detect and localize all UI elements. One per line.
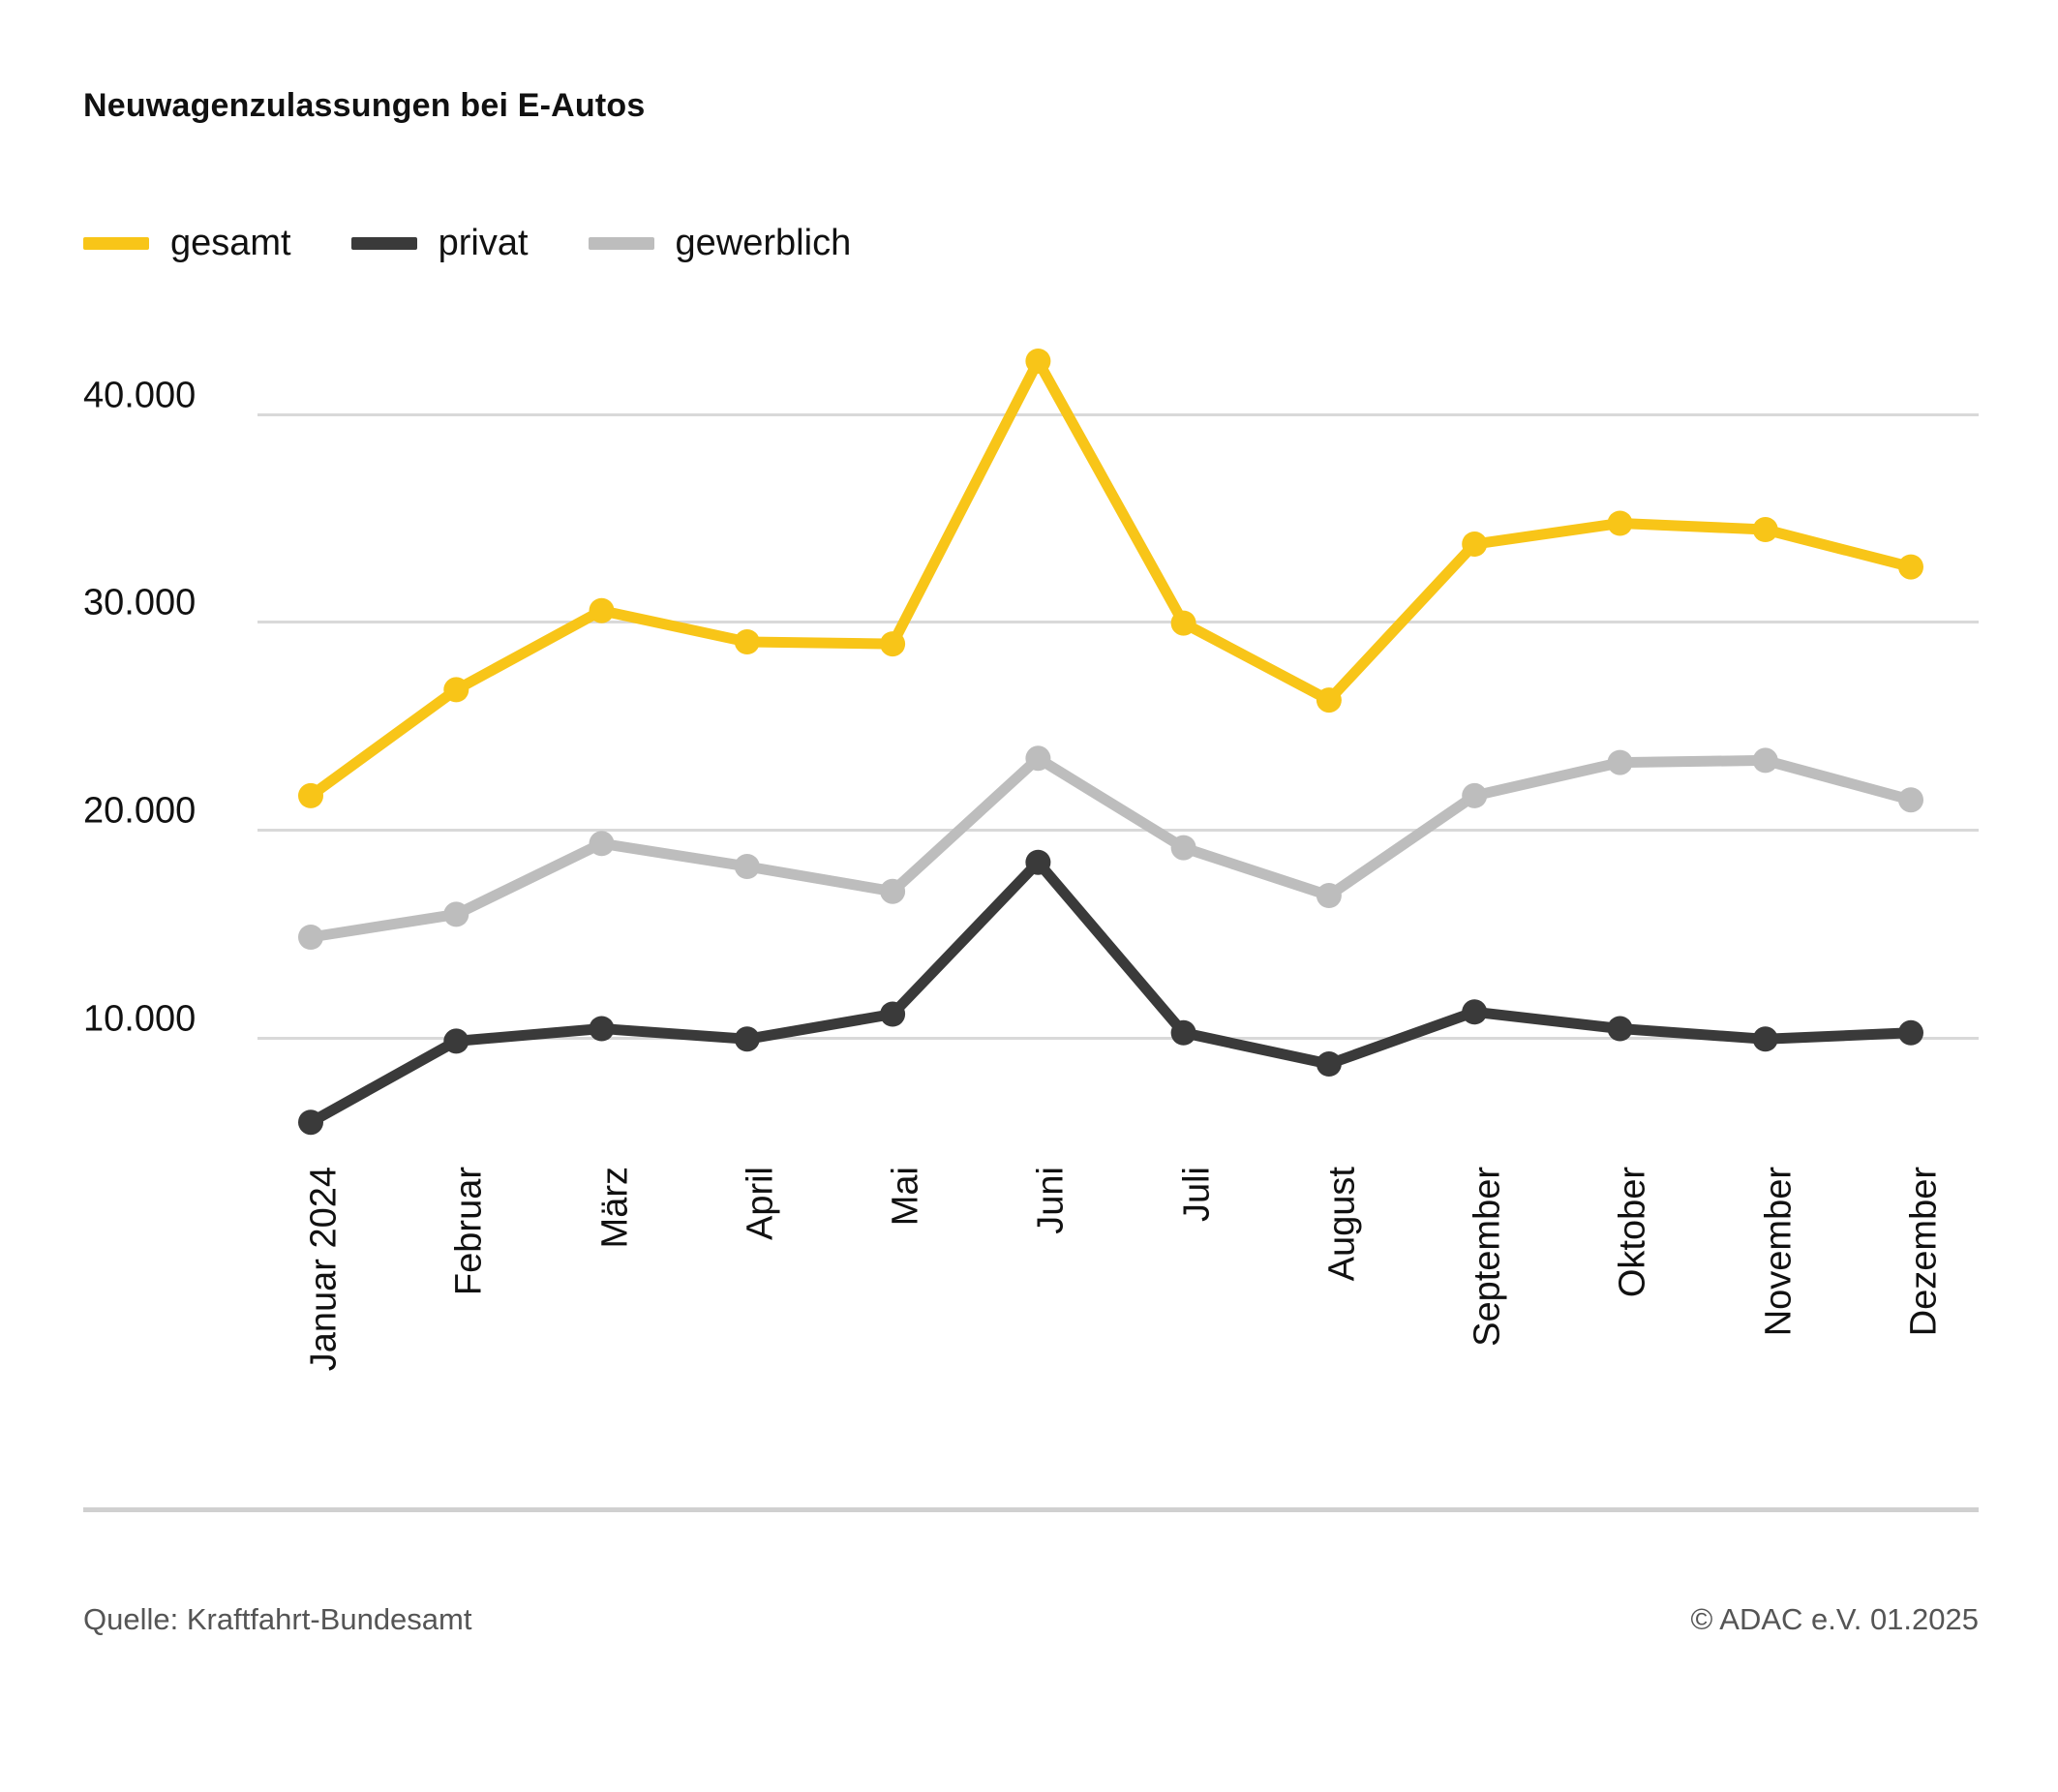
y-axis-tick-label: 40.000 [83,375,197,416]
y-axis-tick-label: 20.000 [83,790,197,832]
page-title: Neuwagenzulassungen bei E-Autos [83,87,646,124]
data-point [1317,1051,1342,1077]
x-axis-tick-label: März [594,1167,636,1249]
data-point [1171,611,1196,636]
data-point [298,1109,323,1135]
series-lines [83,319,1979,1162]
data-point [735,1026,760,1051]
data-point [1608,750,1633,775]
data-point [1317,687,1342,713]
source-note: Quelle: Kraftfahrt-Bundesamt [83,1602,472,1636]
x-axis-tick-label: November [1758,1167,1800,1337]
legend-label-gewerblich: gewerblich [675,223,852,263]
data-point [1171,1020,1196,1046]
legend-label-gesamt: gesamt [170,223,291,263]
x-axis-tick-label: April [740,1167,781,1241]
x-axis-tick-label: Oktober [1612,1167,1653,1298]
data-point [1753,747,1778,773]
x-axis-tick-label: Februar [448,1167,490,1296]
data-point [298,783,323,808]
x-axis-tick-label: Juli [1176,1167,1218,1223]
data-point [1753,1026,1778,1051]
x-axis-labels [83,1167,1979,1486]
data-point [1025,349,1050,374]
data-point [1898,1020,1923,1046]
data-point [443,901,469,926]
data-point [1462,783,1487,808]
x-axis-tick-label: Mai [885,1167,926,1227]
x-axis-tick-label: Juni [1030,1167,1072,1234]
legend-swatch-privat [351,237,417,250]
data-point [1025,745,1050,771]
data-point [880,631,905,656]
x-axis-tick-label: Dezember [1903,1167,1945,1337]
data-point [1753,517,1778,542]
data-point [1171,835,1196,861]
data-point [1608,1017,1633,1042]
data-point [1608,511,1633,536]
data-point [1898,555,1923,580]
data-point [590,598,615,623]
legend-item-gewerblich [589,223,852,264]
data-point [735,629,760,654]
data-point [1462,532,1487,557]
y-axis-tick-label: 30.000 [83,582,197,623]
plot-area [83,319,1979,1162]
copyright-note: © ADAC e.V. 01.2025 [1690,1602,1979,1636]
series-line-gewerblich [311,758,1911,937]
axis-baseline [83,1507,1979,1512]
series-line-privat [311,863,1911,1122]
legend-item-privat [351,223,529,264]
data-point [880,879,905,904]
data-point [880,1002,905,1027]
legend-swatch-gesamt [83,237,149,250]
legend-item-gesamt [83,223,291,264]
series-line-gesamt [311,361,1911,796]
data-point [1025,850,1050,875]
data-point [443,1028,469,1053]
x-axis-tick-label: Januar 2024 [303,1167,345,1372]
data-point [735,854,760,879]
legend-swatch-gewerblich [589,237,654,250]
data-point [1462,999,1487,1024]
data-point [1898,787,1923,812]
data-point [443,677,469,702]
chart-legend [83,223,911,264]
data-point [590,1017,615,1042]
x-axis-tick-label: August [1321,1167,1363,1282]
data-point [590,831,615,856]
legend-label-privat: privat [438,223,529,263]
footer [83,1602,1979,1637]
data-point [298,925,323,950]
y-axis-tick-label: 10.000 [83,998,197,1040]
data-point [1317,883,1342,908]
x-axis-tick-label: September [1467,1167,1508,1347]
